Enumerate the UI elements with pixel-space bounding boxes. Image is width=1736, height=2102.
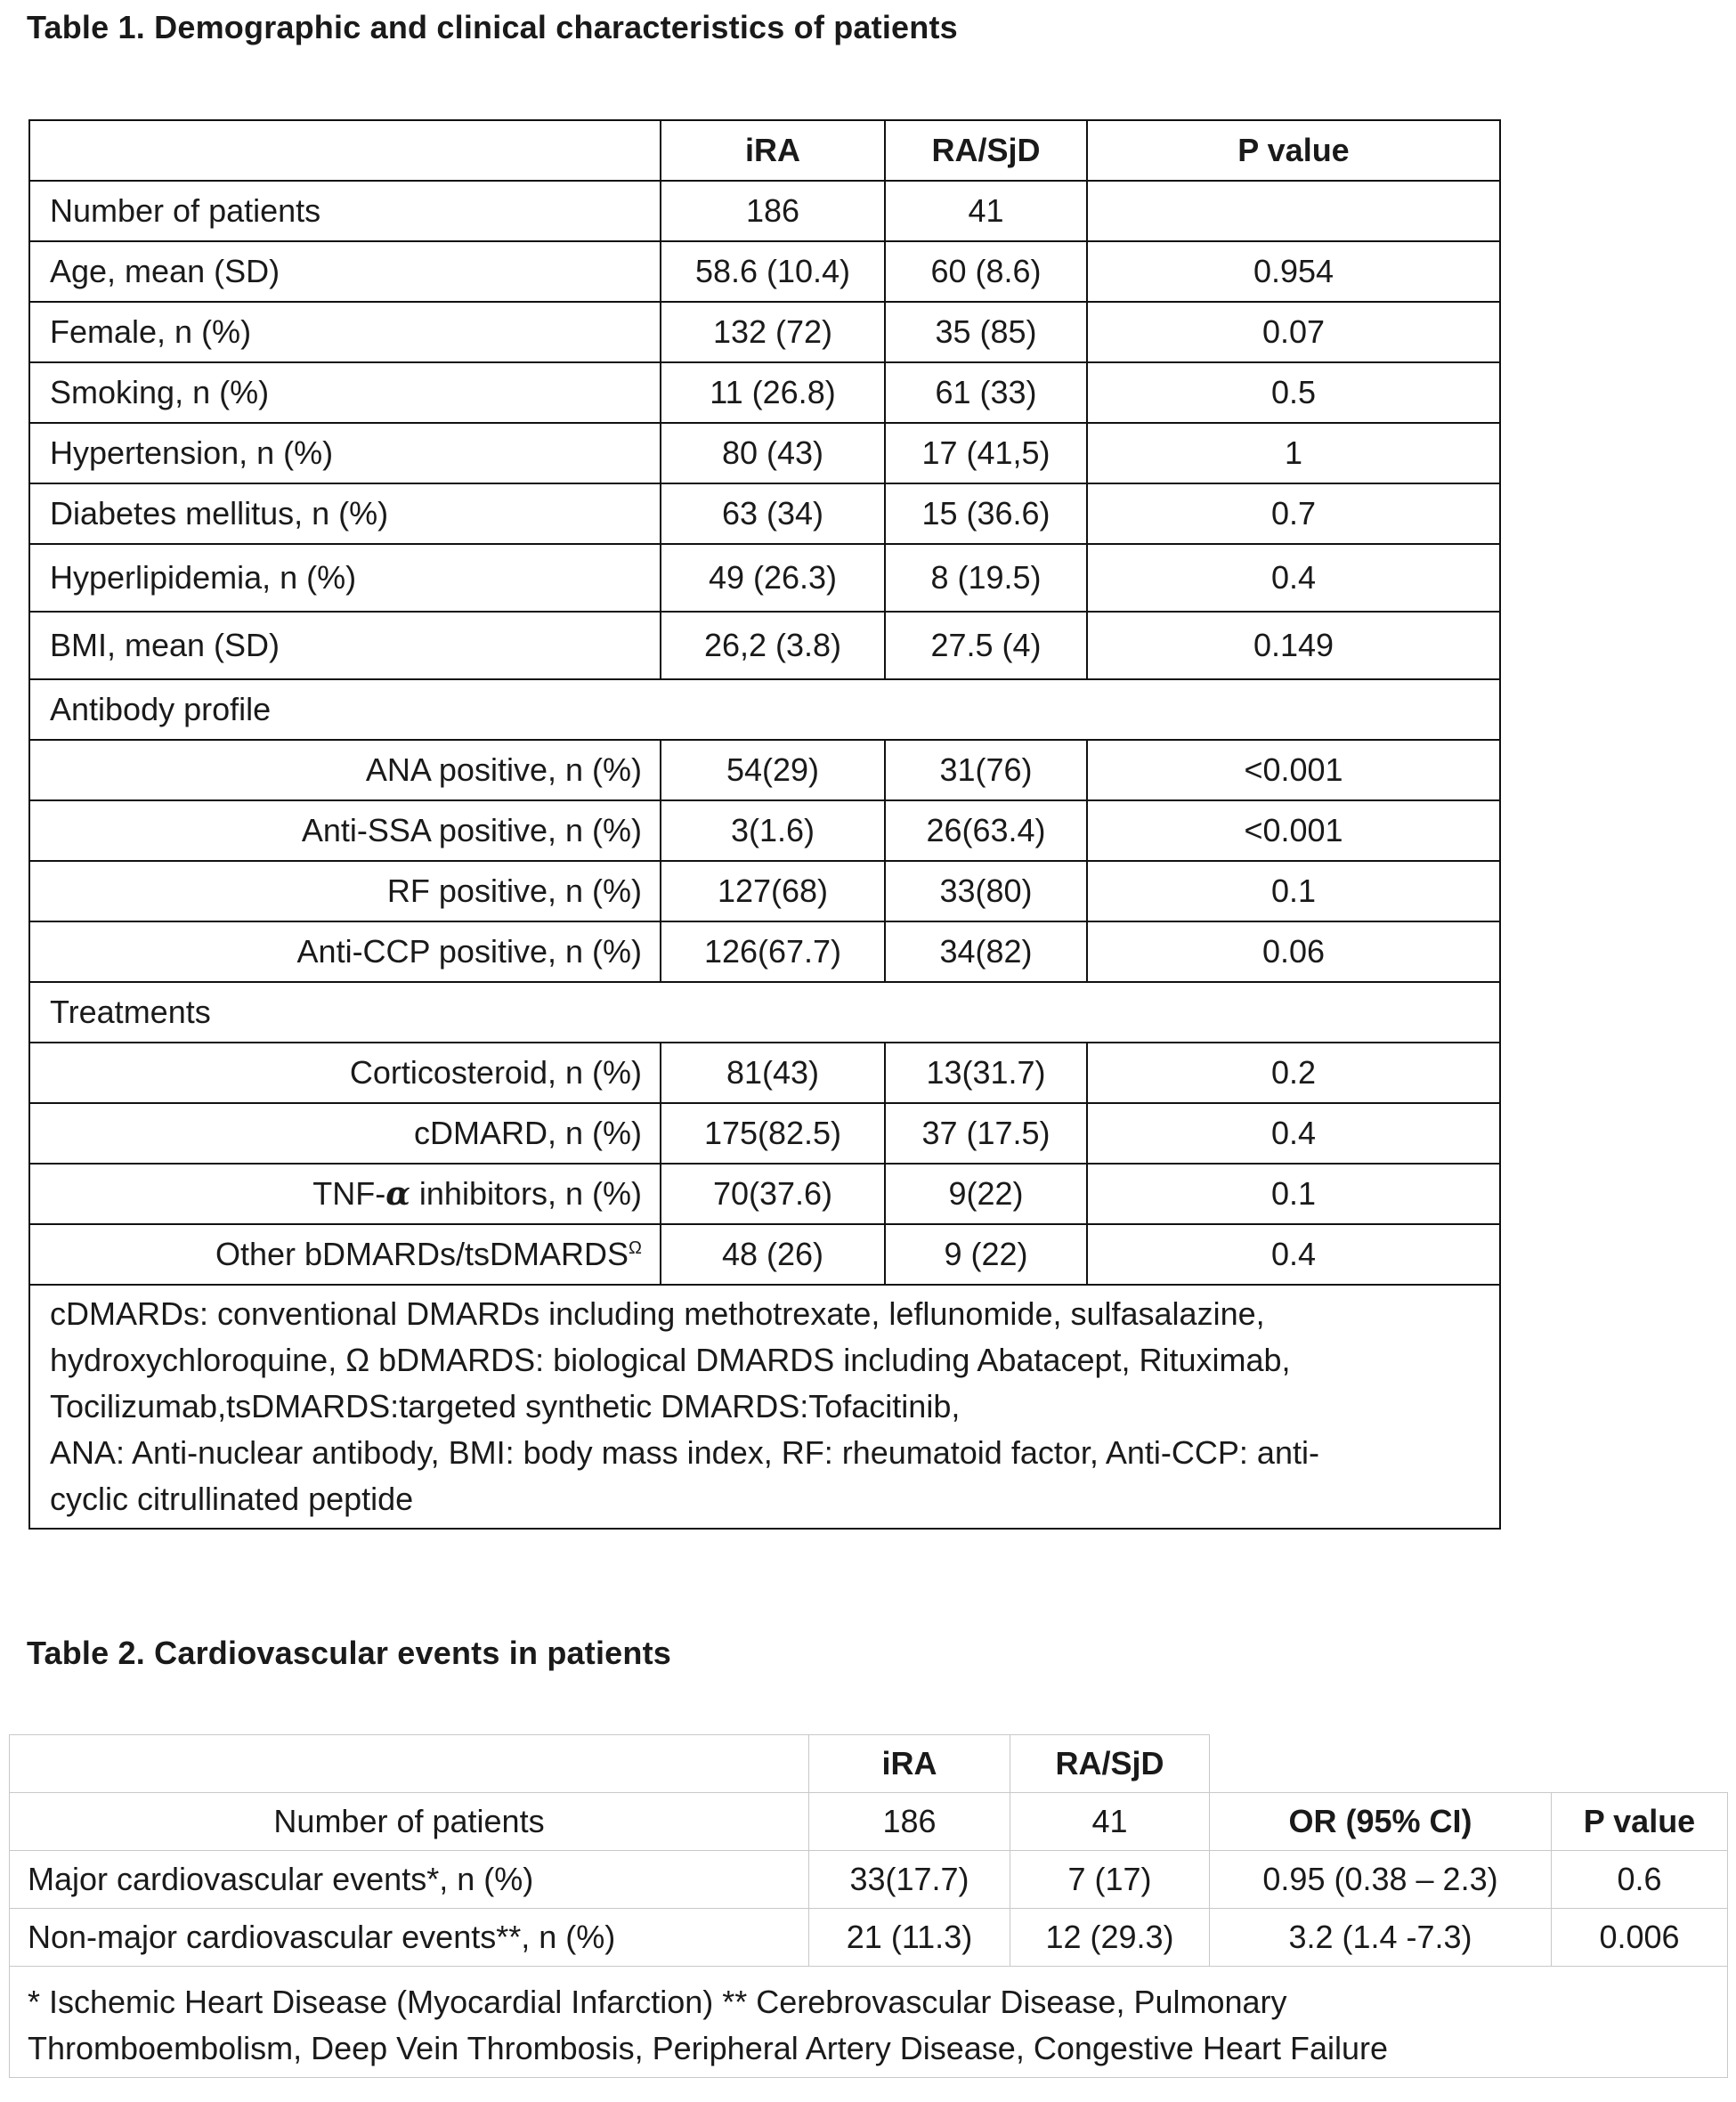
footnote-line: Tocilizumab,tsDMARDS:targeted synthetic DMARDS:Tofacitinib,: [50, 1388, 961, 1424]
cell-pvalue: 0.7: [1087, 483, 1500, 544]
cell-rasjd: 60 (8.6): [885, 241, 1087, 302]
header-pvalue: P value: [1552, 1793, 1728, 1851]
table-row: [29, 1103, 1500, 1164]
table1-footnote: [29, 1285, 1500, 1529]
table-row: [29, 800, 1500, 861]
cell-rasjd: 41: [885, 181, 1087, 241]
table-row: [29, 861, 1500, 921]
cell-rasjd: 8 (19.5): [885, 544, 1087, 612]
table-row: [10, 1793, 1728, 1851]
table-row: [29, 612, 1500, 679]
cell-ira: 26,2 (3.8): [661, 612, 885, 679]
cell-rasjd: 26(63.4): [885, 800, 1087, 861]
cell-or: 3.2 (1.4 -7.3): [1210, 1909, 1552, 1967]
cell-rasjd: 41: [1010, 1793, 1210, 1851]
cell-ira: 186: [661, 181, 885, 241]
cell-ira: 81(43): [661, 1043, 885, 1103]
table-row: [29, 740, 1500, 800]
cell-pvalue: 0.4: [1087, 1103, 1500, 1164]
footnote-line: cyclic citrullinated peptide: [50, 1481, 414, 1517]
row-label: Major cardiovascular events*, n (%): [10, 1851, 809, 1909]
cell-pvalue: 0.4: [1087, 544, 1500, 612]
cell-pvalue: <0.001: [1087, 800, 1500, 861]
table2-title: Table 2. Cardiovascular events in patients: [27, 1635, 671, 1671]
cell-rasjd: 9(22): [885, 1164, 1087, 1224]
row-label: Female, n (%): [29, 302, 661, 362]
table-row: [10, 1851, 1728, 1909]
table-row: [29, 423, 1500, 483]
header-ira: iRA: [809, 1735, 1010, 1793]
table-row: [29, 1164, 1500, 1224]
row-label: [29, 1224, 661, 1285]
table-row: [29, 1043, 1500, 1103]
cell-pvalue: 0.6: [1552, 1851, 1728, 1909]
label-suffix: inhibitors, n (%): [410, 1175, 642, 1212]
cell-ira: 175(82.5): [661, 1103, 885, 1164]
footnote-row: [29, 1285, 1500, 1529]
cell-ira: 54(29): [661, 740, 885, 800]
footnote-line: Thromboembolism, Deep Vein Thrombosis, Peripheral Artery Disease, Congestive Heart Failure: [28, 2030, 1388, 2066]
table1-title: Table 1. Demographic and clinical characteristics of patients: [27, 9, 958, 45]
cell-ira: 49 (26.3): [661, 544, 885, 612]
cell-pvalue: 0.1: [1087, 1164, 1500, 1224]
section-row-antibody: [29, 679, 1500, 740]
footnote-line: hydroxychloroquine, Ω bDMARDS: biological DMARDS including Abatacept, Rituximab,: [50, 1342, 1291, 1378]
header-blank: [1552, 1735, 1728, 1793]
cell-rasjd: 33(80): [885, 861, 1087, 921]
row-label: Non-major cardiovascular events**, n (%): [10, 1909, 809, 1967]
row-label: cDMARD, n (%): [29, 1103, 661, 1164]
table-row: [29, 181, 1500, 241]
label-text: Other bDMARDs/tsDMARDS: [215, 1236, 629, 1272]
section-label-treatments: Treatments: [29, 982, 1500, 1043]
cell-ira: 11 (26.8): [661, 362, 885, 423]
cell-or: 0.95 (0.38 – 2.3): [1210, 1851, 1552, 1909]
footnote-line: ANA: Anti-nuclear antibody, BMI: body mass index, RF: rheumatoid factor, Anti-CCP: anti-: [50, 1434, 1319, 1471]
cell-ira: 58.6 (10.4): [661, 241, 885, 302]
cell-rasjd: 27.5 (4): [885, 612, 1087, 679]
row-label: BMI, mean (SD): [29, 612, 661, 679]
cell-rasjd: 12 (29.3): [1010, 1909, 1210, 1967]
table-row: [10, 1909, 1728, 1967]
cell-rasjd: 61 (33): [885, 362, 1087, 423]
table-row: [29, 544, 1500, 612]
omega-superscript: Ω: [629, 1238, 642, 1258]
table-row: [29, 1224, 1500, 1285]
cell-ira: 63 (34): [661, 483, 885, 544]
label-prefix: TNF-: [312, 1175, 386, 1212]
row-label: ANA positive, n (%): [29, 740, 661, 800]
table-row: [29, 921, 1500, 982]
section-label-antibody: Antibody profile: [29, 679, 1500, 740]
cell-rasjd: 15 (36.6): [885, 483, 1087, 544]
cell-ira: 70(37.6): [661, 1164, 885, 1224]
cell-ira: 48 (26): [661, 1224, 885, 1285]
cell-ira: 127(68): [661, 861, 885, 921]
footnote-row: [10, 1967, 1728, 2078]
row-label: Diabetes mellitus, n (%): [29, 483, 661, 544]
header-rasjd: RA/SjD: [885, 120, 1087, 181]
table2-footnote: [10, 1967, 1728, 2078]
row-label: Anti-SSA positive, n (%): [29, 800, 661, 861]
row-label: Corticosteroid, n (%): [29, 1043, 661, 1103]
cell-ira: 33(17.7): [809, 1851, 1010, 1909]
cell-ira: 80 (43): [661, 423, 885, 483]
cell-pvalue: 0.954: [1087, 241, 1500, 302]
table1: [28, 119, 1501, 1530]
cell-pvalue: 0.1: [1087, 861, 1500, 921]
row-label: Anti-CCP positive, n (%): [29, 921, 661, 982]
cell-pvalue: 0.06: [1087, 921, 1500, 982]
cell-ira: 3(1.6): [661, 800, 885, 861]
cell-rasjd: 7 (17): [1010, 1851, 1210, 1909]
cell-rasjd: 9 (22): [885, 1224, 1087, 1285]
cell-rasjd: 17 (41,5): [885, 423, 1087, 483]
table-row: [29, 302, 1500, 362]
cell-ira: 21 (11.3): [809, 1909, 1010, 1967]
cell-rasjd: 35 (85): [885, 302, 1087, 362]
row-label: Hypertension, n (%): [29, 423, 661, 483]
header-or: OR (95% CI): [1210, 1793, 1552, 1851]
header-blank: [29, 120, 661, 181]
header-blank: [1210, 1735, 1552, 1793]
cell-pvalue: 0.006: [1552, 1909, 1728, 1967]
row-label: Number of patients: [10, 1793, 809, 1851]
footnote-line: * Ischemic Heart Disease (Myocardial Infarction) ** Cerebrovascular Disease, Pulmonary: [28, 1984, 1287, 2020]
row-label: Number of patients: [29, 181, 661, 241]
cell-pvalue: 0.2: [1087, 1043, 1500, 1103]
row-label: [29, 1164, 661, 1224]
cell-ira: 126(67.7): [661, 921, 885, 982]
header-pvalue: P value: [1087, 120, 1500, 181]
table-header-row: [10, 1735, 1728, 1793]
footnote-line: cDMARDs: conventional DMARDs including methotrexate, leflunomide, sulfasalazine,: [50, 1295, 1265, 1332]
cell-pvalue: 0.4: [1087, 1224, 1500, 1285]
header-ira: iRA: [661, 120, 885, 181]
table-row: [29, 483, 1500, 544]
cell-pvalue: 0.149: [1087, 612, 1500, 679]
row-label: Hyperlipidemia, n (%): [29, 544, 661, 612]
table-row: [29, 362, 1500, 423]
cell-rasjd: 31(76): [885, 740, 1087, 800]
section-row-treatments: [29, 982, 1500, 1043]
header-blank: [10, 1735, 809, 1793]
row-label: Smoking, n (%): [29, 362, 661, 423]
alpha-symbol: α: [385, 1175, 410, 1213]
cell-pvalue: 0.07: [1087, 302, 1500, 362]
cell-rasjd: 37 (17.5): [885, 1103, 1087, 1164]
cell-ira: 186: [809, 1793, 1010, 1851]
cell-pvalue: [1087, 181, 1500, 241]
cell-rasjd: 13(31.7): [885, 1043, 1087, 1103]
cell-rasjd: 34(82): [885, 921, 1087, 982]
table2: [9, 1734, 1728, 2078]
table-header-row: [29, 120, 1500, 181]
cell-pvalue: 0.5: [1087, 362, 1500, 423]
row-label: RF positive, n (%): [29, 861, 661, 921]
table-row: [29, 241, 1500, 302]
header-rasjd: RA/SjD: [1010, 1735, 1210, 1793]
cell-ira: 132 (72): [661, 302, 885, 362]
cell-pvalue: <0.001: [1087, 740, 1500, 800]
cell-pvalue: 1: [1087, 423, 1500, 483]
row-label: Age, mean (SD): [29, 241, 661, 302]
